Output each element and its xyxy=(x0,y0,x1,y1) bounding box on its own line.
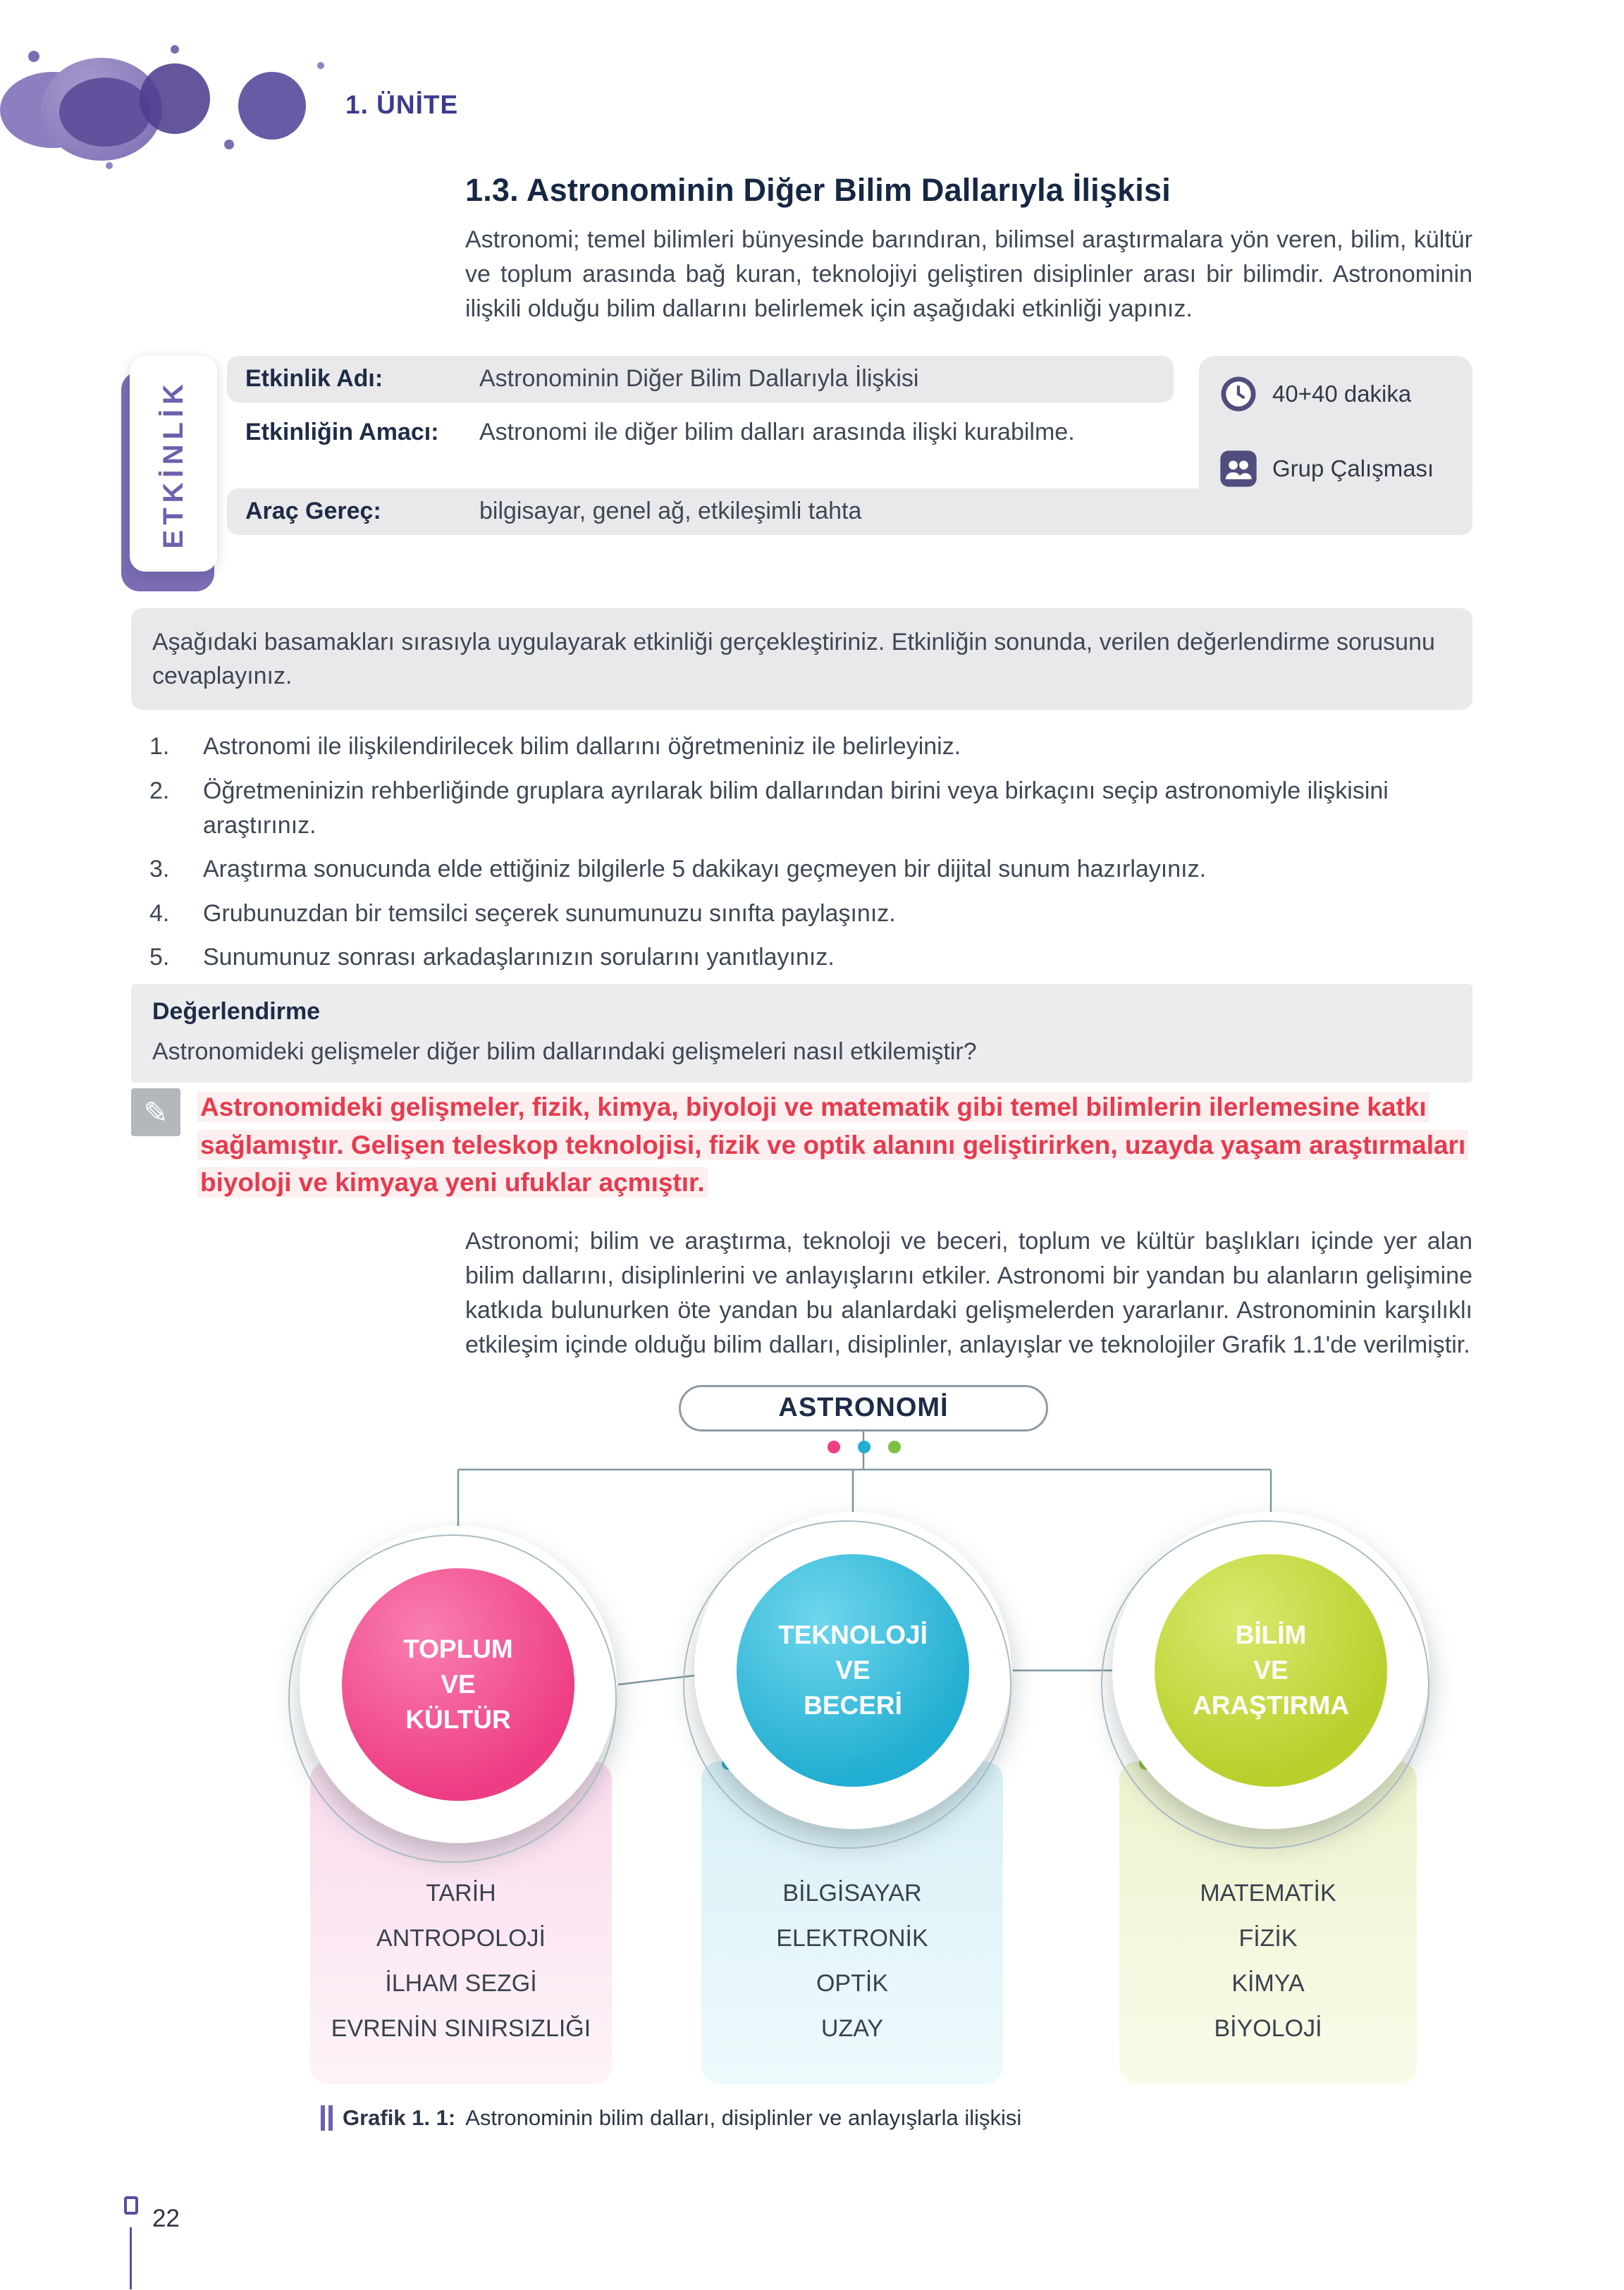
step-item xyxy=(149,940,1472,975)
astronomy-root-node: ASTRONOMİ xyxy=(679,1385,1048,1432)
body-paragraph: Astronomi; bilim ve araştırma, teknoloji ve beceri, toplum ve kültür başlıkları içinde yer alan bilim dallarını, disiplinlerini ve anlayışlarını etkiler. Astronomi bir yandan bu alanların gelişimine katkıda bulunurken öte yandan bu alanlardaki gelişmelerden yararlanır. Astronominin karşılıklı etkileşim içinde olduğu bilim dalları, disiplinler, anlayışlar ve teknolojiler Grafik 1.1'de verilmiştir. xyxy=(465,1228,1472,1358)
panel-item: ELEKTRONİK xyxy=(776,1925,928,1952)
duration-label: 40+40 dakika xyxy=(1272,381,1412,407)
steps-list xyxy=(149,730,1472,975)
page-marker-line xyxy=(130,2227,132,2289)
step-text: Öğretmeninizin rehberliğinde gruplara ayrılarak bilim dallarından birini veya birkaçını seçip astronomiyle ilişkisini araştırınız. xyxy=(203,777,1389,839)
caption-text: Astronominin bilim dalları, disiplinler ve anlayışlarla ilişkisi xyxy=(465,2105,1022,2130)
decorative-blob xyxy=(0,56,338,176)
activity-meta-panel xyxy=(1199,356,1472,507)
figure-caption xyxy=(321,2105,1021,2131)
branch-circle-label: TEKNOLOJİ VE BECERİ xyxy=(737,1554,969,1787)
evaluation-section xyxy=(131,984,1472,1083)
row-label: Etkinliğin Amacı: xyxy=(245,419,439,446)
evaluation-answer xyxy=(197,1088,1472,1202)
activity-row-name xyxy=(227,356,1174,402)
evaluation-heading: Değerlendirme xyxy=(152,998,321,1026)
panel-item: UZAY xyxy=(820,2015,884,2042)
activity-rows xyxy=(227,356,1174,535)
evaluation-answer-text: Astronomideki gelişmeler, fizik, kimya, biyoloji ve matematik gibi temel bilimlerin ilerlemesine katkı sağlamıştır. Gelişen teleskop teknolojisi, fizik ve optik alanını geliştirirken, uzayda yaşam araştırmaları biyoloji ve kimyaya yeni ufuklar açmıştır. xyxy=(197,1092,1468,1198)
branch-circle-label: BİLİM VE ARAŞTIRMA xyxy=(1155,1554,1387,1787)
panel-item: ANTROPOLOJİ xyxy=(376,1925,546,1952)
activity-box xyxy=(127,356,1472,594)
page-marker-icon xyxy=(124,2196,138,2215)
step-number: 3. xyxy=(149,856,170,883)
caption-bars-icon xyxy=(321,2105,333,2131)
panel-item: KİMYA xyxy=(1231,1970,1305,1997)
section-intro: Astronomi; temel bilimleri bünyesinde barındıran, bilimsel araştırmalara yön veren, bilim, kültür ve toplum arasında bağ kuran, teknolojiyi geliştiren disiplinler arası bir bilimdir. Astronominin ilişkili olduğu bilim dallarını belirlemek için aşağıdaki etkinliği yapınız. xyxy=(465,226,1472,322)
branch-circle-label: TOPLUM VE KÜLTÜR xyxy=(342,1568,574,1801)
caption-label: Grafik 1. 1: xyxy=(343,2105,456,2130)
section-title: 1.3. Astronominin Diğer Bilim Dallarıyla İlişkisi xyxy=(465,172,1171,208)
activity-tab xyxy=(130,356,217,572)
step-text: Grubunuzdan bir temsilci seçerek sunumunuzu sınıfta paylaşınız. xyxy=(203,899,896,927)
step-item xyxy=(149,774,1472,844)
panel-item: BİLGİSAYAR xyxy=(782,1880,922,1907)
group-icon xyxy=(1219,449,1258,488)
panel-item: OPTİK xyxy=(816,1970,889,1997)
row-label: Etkinlik Adı: xyxy=(245,365,383,393)
instructions-box: Aşağıdaki basamakları sırasıyla uygulayarak etkinliği gerçekleştiriniz. Etkinliğin sonunda, verilen değerlendirme sorusunu cevaplayınız. xyxy=(131,608,1472,710)
step-number: 1. xyxy=(149,733,170,761)
step-text: Astronomi ile ilişkilendirilecek bilim dallarını öğretmeniniz ile belirleyiniz. xyxy=(203,733,961,761)
row-label: Araç Gereç: xyxy=(245,498,381,525)
activity-row-goal xyxy=(227,410,1174,456)
activity-tab-label: ETKİNLİK xyxy=(157,378,189,549)
branch-circle-bilim-arastirma xyxy=(1112,1512,1429,1829)
branch-circle-teknoloji-beceri xyxy=(694,1512,1011,1829)
step-item xyxy=(149,897,1472,931)
pencil-icon: ✎ xyxy=(131,1088,180,1136)
branch-circle-toplum-kultur xyxy=(300,1526,617,1843)
step-item xyxy=(149,852,1472,887)
panel-item: TARİH xyxy=(426,1880,496,1907)
step-number: 5. xyxy=(149,943,170,971)
panel-item: BİYOLOJİ xyxy=(1214,2015,1322,2042)
evaluation-answer-block xyxy=(131,1088,1472,1202)
duration-badge xyxy=(1219,374,1453,414)
step-number: 2. xyxy=(149,777,170,804)
unit-label: 1. ÜNİTE xyxy=(345,90,459,119)
page-number-block xyxy=(124,2196,209,2289)
panel-item: FİZİK xyxy=(1238,1925,1298,1952)
group-work-label: Grup Çalışması xyxy=(1272,455,1434,482)
row-value: bilgisayar, genel ağ, etkileşimli tahta xyxy=(479,498,862,525)
astronomy-diagram xyxy=(0,1377,1624,2194)
step-number: 4. xyxy=(149,899,170,927)
page-number: 22 xyxy=(152,2205,180,2232)
row-value: Astronomi ile diğer bilim dalları arasında ilişki kurabilme. xyxy=(479,419,1075,446)
row-value: Astronominin Diğer Bilim Dallarıyla İlişkisi xyxy=(479,365,919,393)
clock-icon xyxy=(1219,374,1258,414)
panel-item: MATEMATİK xyxy=(1200,1880,1336,1907)
group-work-badge xyxy=(1219,449,1453,488)
section-block xyxy=(465,172,1472,326)
panel-item: EVRENİN SINIRSIZLIĞI xyxy=(331,2015,591,2042)
step-text: Sunumunuz sonrası arkadaşlarınızın sorularını yanıtlayınız. xyxy=(203,943,835,971)
evaluation-question: Astronomideki gelişmeler diğer bilim dallarındaki gelişmeleri nasıl etkilemiştir? xyxy=(152,1038,977,1066)
unit-header xyxy=(0,0,1624,168)
step-text: Araştırma sonucunda elde ettiğiniz bilgilerle 5 dakikayı geçmeyen bir dijital sunum hazırlayınız. xyxy=(203,856,1207,883)
step-item xyxy=(149,730,1472,764)
panel-item: İLHAM SEZGİ xyxy=(385,1970,537,1997)
